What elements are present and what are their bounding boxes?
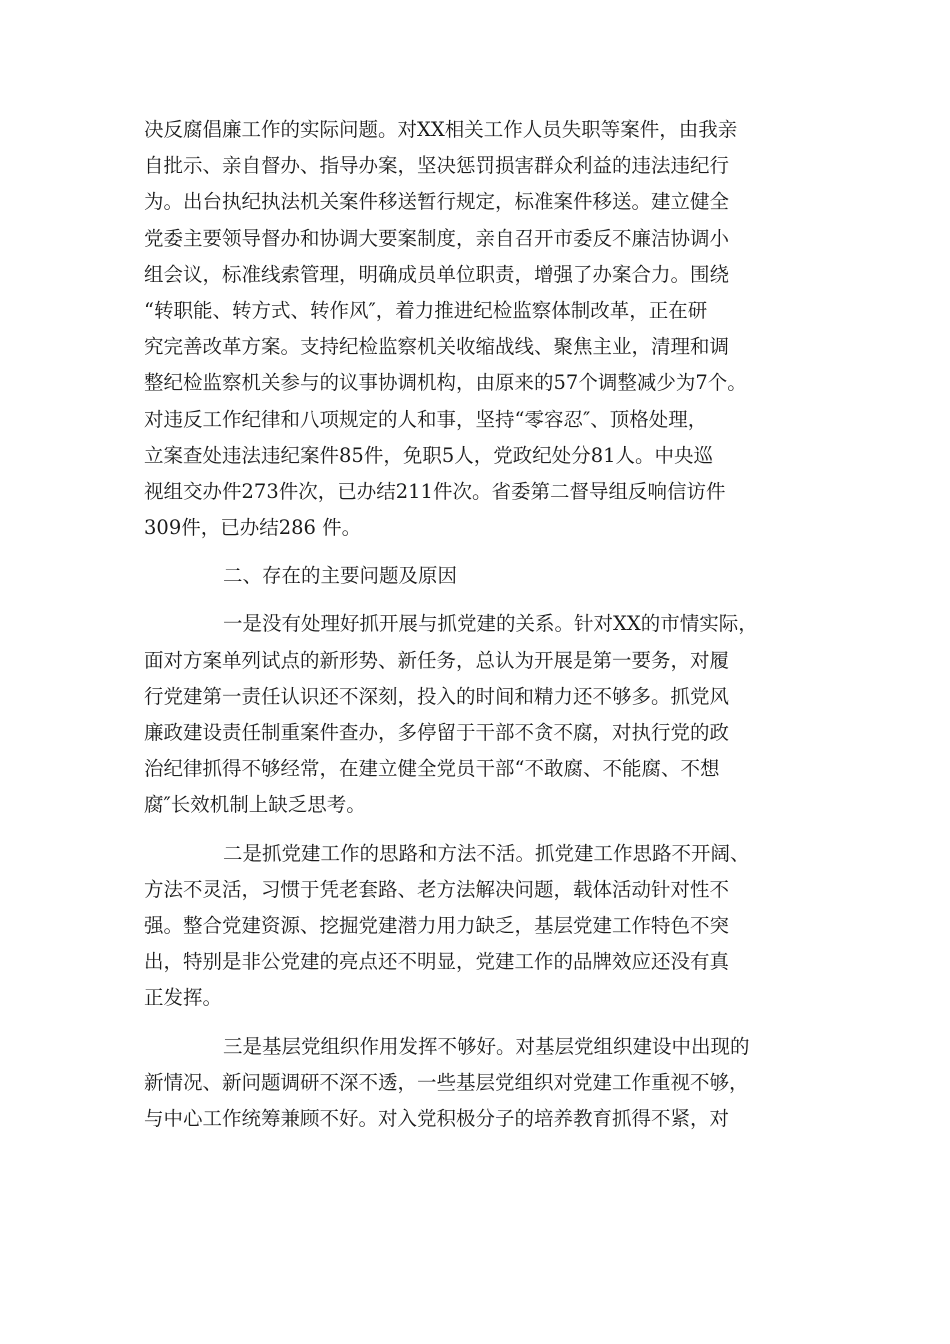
text-line: 究完善改革方案。支持纪检监察机关收缩战线、聚焦主业，清理和调 (144, 335, 730, 359)
text-line: 整纪检监察机关参与的议事协调机构，由原来的57个调整减少为7个。 (144, 371, 747, 395)
text-line: “转职能、转方式、转作风″，着力推进纪检监察体制改革，正在研 (144, 298, 708, 322)
text-line: 面对方案单列试点的新形势、新任务，总认为开展是第一要务，对履 (144, 648, 730, 672)
document-body (144, 112, 814, 1137)
text-line: 腐″长效机制上缺乏思考。 (144, 793, 366, 817)
paragraph-problem-two (144, 836, 814, 1017)
text-line: 正发挥。 (144, 986, 223, 1010)
text-line: 新情况、新问题调研不深不透，一些基层党组织对党建工作重视不够， (144, 1070, 749, 1094)
text-line: 强。整合党建资源、挖掘党建潜力用力缺乏，基层党建工作特色不突 (144, 913, 730, 937)
paragraph-achievements (144, 112, 814, 546)
text-line: 立案查处违法违纪案件85件，免职5人，党政纪处分81人。中央巡 (144, 443, 714, 467)
text-line: 方法不灵活，习惯于凭老套路、老方法解决问题，载体活动针对性不 (144, 877, 730, 901)
text-line: 309件，已办结286 件。 (144, 516, 362, 540)
text-line: 自批示、亲自督办、指导办案，坚决惩罚损害群众利益的违法违纪行 (144, 154, 730, 178)
text-line: 一是没有处理好抓开展与抓党建的关系。针对XX的市情实际， (223, 612, 758, 636)
paragraph-spacer (144, 546, 814, 558)
text-line: 与中心工作统筹兼顾不好。对入党积极分子的培养教育抓得不紧，对 (144, 1106, 730, 1130)
paragraph-spacer (144, 824, 814, 836)
text-line: 为。出台执纪执法机关案件移送暂行规定，标准案件移送。建立健全 (144, 190, 730, 214)
text-line: 决反腐倡廉工作的实际问题。对XX相关工作人员失职等案件，由我亲 (144, 118, 738, 141)
text-line: 对违反工作纪律和八项规定的人和事，坚持“零容忍″、顶格处理， (144, 407, 708, 431)
heading-text: 二、存在的主要问题及原因 (223, 564, 458, 588)
text-line: 廉政建设责任制重案件查办，多停留于干部不贪不腐，对执行党的政 (144, 721, 730, 744)
paragraph-spacer (144, 594, 814, 606)
paragraph-spacer (144, 1017, 814, 1029)
paragraph-problem-one (144, 606, 814, 823)
text-line: 治纪律抓得不够经常，在建立健全党员干部“不敢腐、不能腐、不想 (144, 757, 720, 781)
text-line: 三是基层党组织作用发挥不够好。对基层党组织建设中出现的 (223, 1034, 750, 1058)
text-line: 二是抓党建工作的思路和方法不活。抓党建工作思路不开阔、 (223, 841, 750, 865)
text-line: 组会议，标准线索管理，明确成员单位职责，增强了办案合力。围绕 (144, 262, 730, 286)
paragraph-problem-three (144, 1029, 814, 1138)
text-line: 行党建第一责任认识还不深刻，投入的时间和精力还不够多。抓党风 (144, 684, 730, 708)
text-line: 出，特别是非公党建的亮点还不明显，党建工作的品牌效应还没有真 (144, 950, 730, 974)
text-line: 视组交办件273件次，已办结211件次。省委第二督导组反响信访件 (144, 479, 726, 503)
section-heading (144, 558, 814, 594)
text-line: 党委主要领导督办和协调大要案制度，亲自召开市委反不廉洁协调小 (144, 226, 730, 250)
